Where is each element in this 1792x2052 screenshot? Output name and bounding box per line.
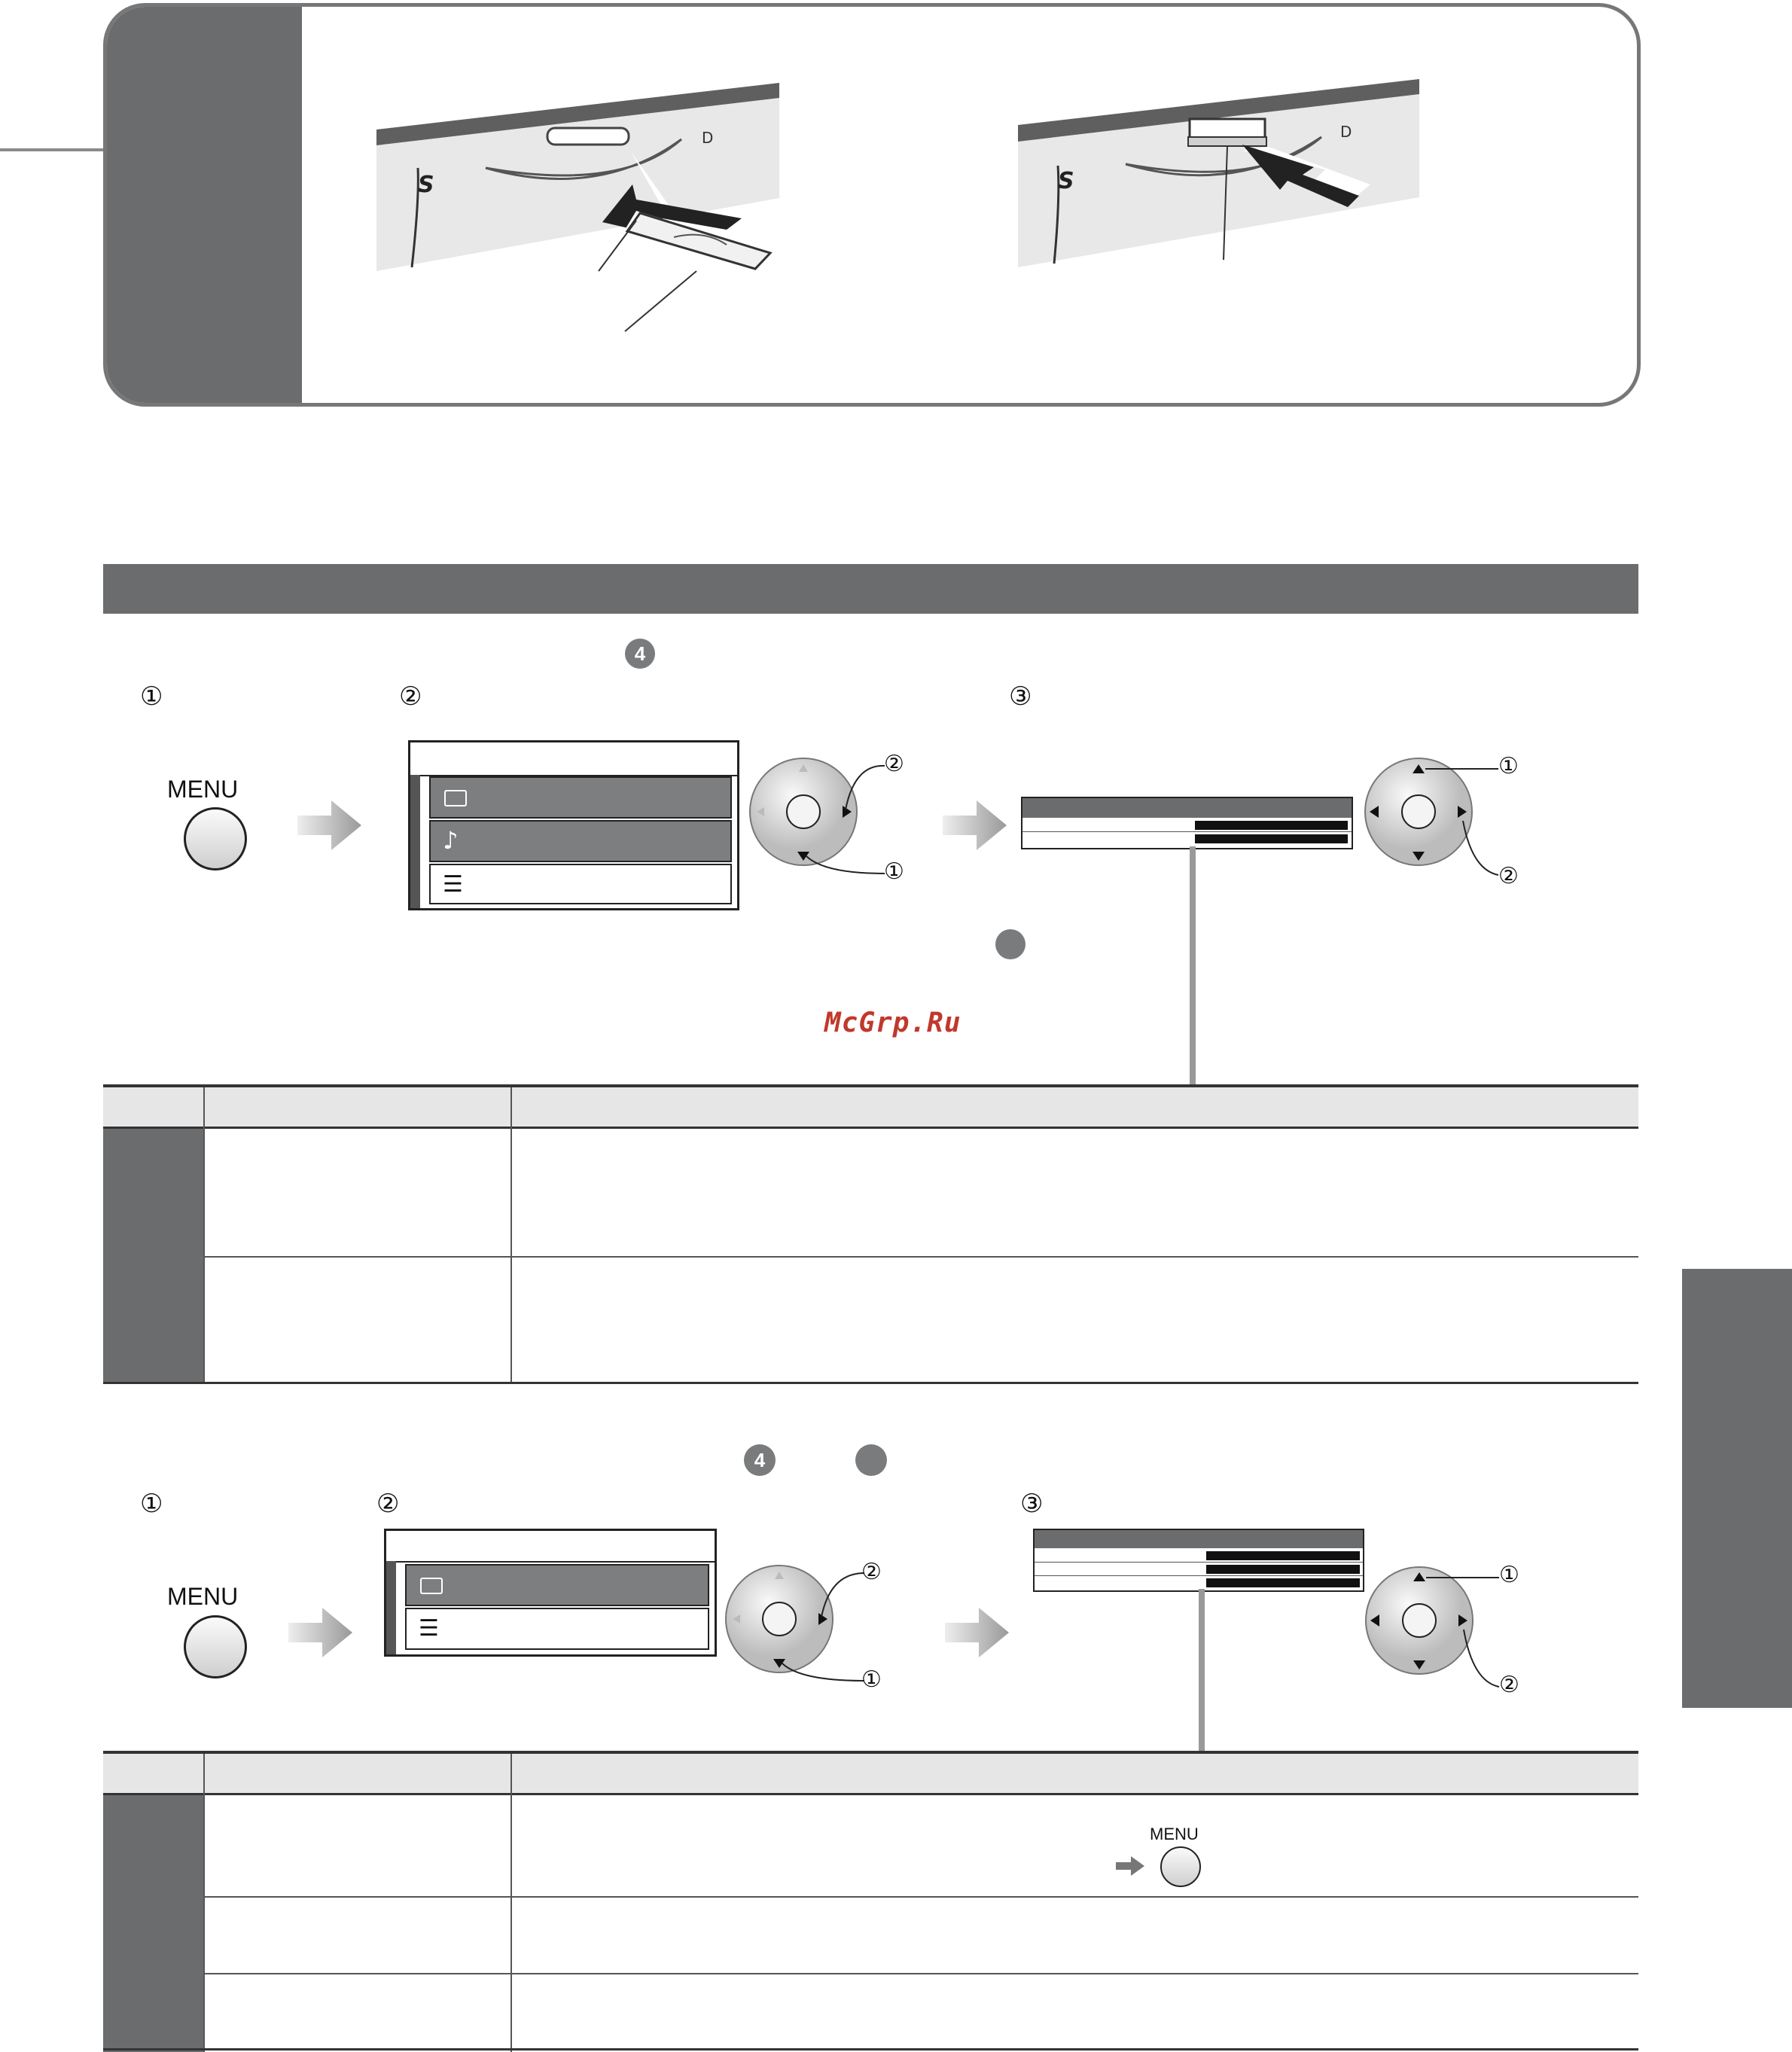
table-a-header xyxy=(103,1087,1638,1127)
list-icon: ☰ xyxy=(419,1615,439,1642)
table-b-header-bottom xyxy=(103,1793,1638,1795)
inline-menu-button[interactable] xyxy=(1160,1846,1201,1887)
picture-icon xyxy=(444,790,467,806)
side-thumb-tab xyxy=(1682,1269,1792,1708)
section-a-step-1: ① xyxy=(140,681,163,712)
svg-text:D: D xyxy=(1340,123,1352,141)
section-a-menu-button[interactable] xyxy=(184,807,247,870)
table-a-header-bottom xyxy=(103,1127,1638,1129)
table-b-col-2 xyxy=(510,1754,512,2052)
table-b-row-divider-2 xyxy=(205,1973,1638,1974)
settings-row-2[interactable] xyxy=(1035,1563,1363,1576)
section-a-dpad-callout-1: ① xyxy=(884,858,904,885)
main-menu-titlebar xyxy=(386,1531,715,1563)
section-b-connector-line xyxy=(1199,1589,1205,1751)
inline-arrow-icon xyxy=(1116,1856,1144,1876)
menu-item-setup[interactable] xyxy=(405,1608,709,1650)
table-a-col-1 xyxy=(203,1087,205,1383)
section-a-note-marker: 4 xyxy=(625,639,655,669)
table-a-bottom-line xyxy=(103,1382,1638,1384)
section-b-step-2: ② xyxy=(376,1489,400,1519)
section-a-settings-callout-2: ② xyxy=(1498,863,1519,889)
section-b-step-3: ③ xyxy=(1020,1489,1044,1519)
table-a-col-2 xyxy=(510,1087,512,1383)
settings-row-3[interactable] xyxy=(1035,1577,1363,1589)
table-b-side-block xyxy=(103,1795,203,2052)
settings-titlebar xyxy=(1035,1530,1363,1548)
left-rule xyxy=(0,148,105,151)
inline-menu-label: MENU xyxy=(1150,1825,1199,1843)
section-a-header-bar xyxy=(103,564,1638,614)
table-b-row-divider-1 xyxy=(205,1896,1638,1898)
svg-text:S: S xyxy=(418,172,434,198)
table-a-side-block xyxy=(103,1129,203,1383)
section-a-main-menu xyxy=(408,740,739,910)
section-b-settings-callout-2: ② xyxy=(1499,1672,1519,1698)
section-a-note-dot xyxy=(995,929,1026,959)
section-a-dpad-callout-2: ② xyxy=(884,751,904,777)
section-b-dpad-callout-1: ① xyxy=(861,1666,882,1693)
main-menu-side-strip xyxy=(386,1561,396,1654)
section-b-settings-callout-1: ① xyxy=(1499,1562,1519,1588)
section-a-menu-label: MENU xyxy=(167,776,239,803)
section-b-settings-screen xyxy=(1033,1529,1364,1592)
section-b-note-dot xyxy=(855,1444,887,1476)
menu-item-picture[interactable] xyxy=(429,776,732,819)
section-a-connector-line xyxy=(1190,846,1196,1086)
table-b-bottom-line xyxy=(103,2048,1638,2050)
main-menu-side-strip xyxy=(410,775,420,908)
section-a-arrow-2 xyxy=(943,800,1007,850)
settings-titlebar xyxy=(1022,798,1352,818)
sd-insert-illustration xyxy=(373,79,787,339)
section-a-step-2: ② xyxy=(399,681,422,712)
table-b-col-1 xyxy=(203,1754,205,2052)
section-b-arrow-1 xyxy=(288,1608,352,1657)
picture-icon xyxy=(420,1578,443,1594)
menu-item-sound[interactable] xyxy=(429,820,732,862)
watermark: McGrp.Ru xyxy=(824,1008,962,1038)
svg-text:D: D xyxy=(702,129,714,147)
section-a-arrow-1 xyxy=(297,800,361,850)
section-b-main-menu xyxy=(384,1529,717,1657)
section-a-settings-screen xyxy=(1021,797,1353,849)
table-b-header xyxy=(103,1754,1638,1793)
menu-item-setup[interactable] xyxy=(429,864,732,904)
section-b-arrow-2 xyxy=(945,1608,1009,1657)
sd-panel-side-tab xyxy=(107,7,302,403)
table-a-row-divider xyxy=(205,1256,1638,1258)
list-icon: ☰ xyxy=(443,871,463,898)
section-b-step-1: ① xyxy=(140,1489,163,1519)
music-note-icon: ♪ xyxy=(443,826,459,855)
section-b-note-marker: 4 xyxy=(744,1444,776,1476)
section-a-settings-callout-1: ① xyxy=(1498,753,1519,779)
menu-item-picture[interactable] xyxy=(405,1564,709,1606)
section-a-step-3: ③ xyxy=(1009,681,1032,712)
svg-text:S: S xyxy=(1058,168,1074,194)
sd-inserted-illustration xyxy=(1016,75,1423,279)
section-b-menu-label: MENU xyxy=(167,1583,239,1610)
settings-row-1[interactable] xyxy=(1035,1550,1363,1563)
main-menu-titlebar xyxy=(410,742,737,776)
settings-row-2[interactable] xyxy=(1022,833,1352,845)
section-b-dpad-callout-2: ② xyxy=(861,1559,882,1585)
section-b-menu-button[interactable] xyxy=(184,1615,247,1678)
settings-row-1[interactable] xyxy=(1022,819,1352,832)
